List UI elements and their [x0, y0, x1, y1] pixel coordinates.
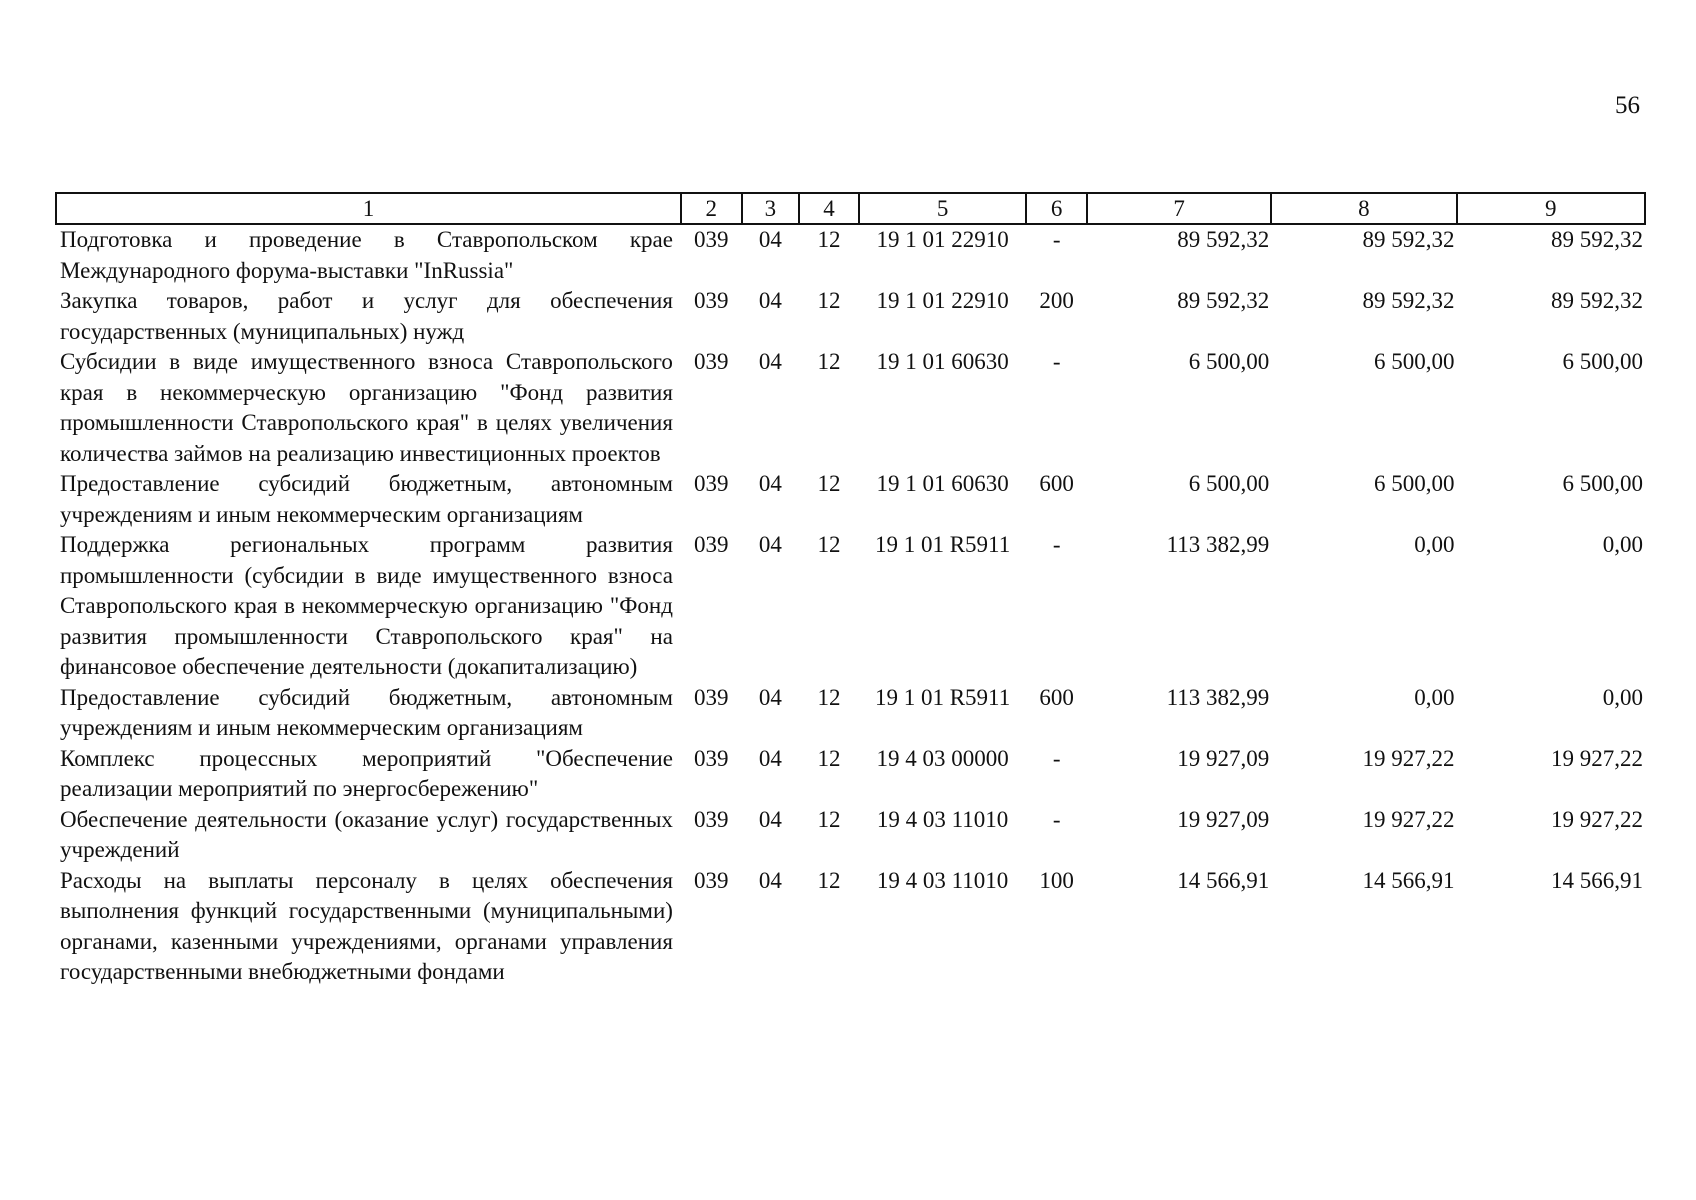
row-amount-9: 89 592,32	[1551, 227, 1643, 252]
row-amount-8: 6 500,00	[1374, 471, 1455, 496]
row-amount-7: 19 927,09	[1177, 745, 1270, 771]
row-amount-9: 0,00	[1602, 684, 1643, 710]
row-amount-8: 89 592,32	[1362, 227, 1455, 252]
row-subsection-code: 12	[817, 227, 841, 252]
row-ministry-code: 039	[694, 684, 729, 710]
row-subsection-code: 12	[817, 288, 841, 313]
row-amount-9: 89 592,32	[1551, 288, 1643, 313]
table-row	[56, 224, 1645, 286]
row-target-code: 19 1 01 R5911	[874, 684, 1011, 710]
header-col-4: 4	[799, 193, 859, 224]
row-amount-7: 89 592,32	[1177, 288, 1270, 313]
row-amount-8: 89 592,32	[1362, 288, 1455, 313]
row-ministry-code: 039	[694, 349, 729, 374]
header-col-9: 9	[1457, 193, 1646, 224]
row-section-code: 04	[758, 684, 782, 710]
row-amount-7: 19 927,09	[1177, 806, 1270, 832]
row-amount-9: 0,00	[1602, 532, 1643, 557]
table-row	[56, 744, 1645, 805]
row-name: Субсидии в виде имущественного взноса Ставропольского края в некоммерческую организацию "Фонд развития промышленности Ставропольского края" в целях увеличения количества займов на реализацию инвестиционных проектов	[60, 349, 673, 466]
table-row	[56, 347, 1645, 469]
page-number: 56	[1615, 92, 1640, 119]
row-name: Предоставление субсидий бюджетным, автономным учреждениям и иным некоммерческим организациям	[60, 471, 673, 527]
row-name: Предоставление субсидий бюджетным, автономным учреждениям и иным некоммерческим организациям	[60, 684, 673, 740]
table-row	[56, 805, 1645, 866]
row-ministry-code: 039	[694, 867, 729, 893]
row-amount-9: 6 500,00	[1562, 349, 1643, 374]
row-subsection-code: 12	[817, 806, 841, 832]
row-amount-7: 89 592,32	[1177, 227, 1270, 252]
row-target-code: 19 4 03 11010	[876, 867, 1009, 893]
header-col-1: 1	[56, 193, 681, 224]
row-section-code: 04	[758, 867, 782, 893]
row-target-code: 19 1 01 22910	[876, 288, 1009, 313]
table-header-row	[56, 193, 1645, 224]
row-ministry-code: 039	[694, 806, 729, 832]
row-target-code: 19 1 01 60630	[876, 471, 1009, 496]
row-amount-8: 19 927,22	[1362, 745, 1455, 771]
row-target-code: 19 1 01 22910	[876, 227, 1009, 252]
row-amount-8: 0,00	[1414, 532, 1455, 557]
row-amount-8: 0,00	[1414, 684, 1455, 710]
row-ministry-code: 039	[694, 288, 729, 313]
header-col-6: 6	[1026, 193, 1087, 224]
row-amount-7: 6 500,00	[1188, 471, 1270, 496]
table-row	[56, 469, 1645, 530]
row-subsection-code: 12	[817, 471, 841, 496]
row-section-code: 04	[758, 745, 782, 771]
row-name: Подготовка и проведение в Ставропольском крае Международного форума-выставки "InRussia"	[60, 227, 673, 283]
row-expense-type: 600	[1039, 471, 1074, 496]
row-section-code: 04	[758, 532, 782, 557]
row-section-code: 04	[758, 471, 782, 496]
row-ministry-code: 039	[694, 745, 729, 771]
row-expense-type: -	[1052, 745, 1061, 771]
row-subsection-code: 12	[817, 532, 841, 557]
row-ministry-code: 039	[694, 227, 729, 252]
header-col-5: 5	[859, 193, 1026, 224]
row-expense-type: 100	[1039, 867, 1074, 893]
header-col-7: 7	[1087, 193, 1271, 224]
row-amount-9: 6 500,00	[1562, 471, 1643, 496]
row-amount-9: 19 927,22	[1551, 745, 1643, 771]
row-amount-9: 19 927,22	[1551, 806, 1643, 832]
row-section-code: 04	[758, 349, 782, 374]
row-expense-type: 600	[1039, 684, 1074, 710]
header-col-3: 3	[742, 193, 800, 224]
row-target-code: 19 4 03 11010	[876, 806, 1009, 832]
row-section-code: 04	[758, 288, 782, 313]
row-name: Комплекс процессных мероприятий "Обеспечение реализации мероприятий по энергосбережению"	[60, 745, 673, 801]
table-row	[56, 286, 1645, 347]
header-col-8: 8	[1271, 193, 1456, 224]
table-row	[56, 683, 1645, 744]
row-name: Поддержка региональных программ развития промышленности (субсидии в виде имущественного взноса Ставропольского края в некоммерческую организацию "Фонд развития промышленности Ставропольского края" на финансовое обеспечение деятельности (докапитализацию)	[60, 532, 673, 679]
row-target-code: 19 4 03 00000	[876, 745, 1009, 771]
row-amount-7: 113 382,99	[1166, 684, 1270, 710]
row-target-code: 19 1 01 60630	[876, 349, 1009, 374]
row-subsection-code: 12	[817, 745, 841, 771]
row-subsection-code: 12	[817, 684, 841, 710]
row-expense-type: -	[1052, 227, 1061, 252]
row-subsection-code: 12	[817, 867, 841, 893]
row-amount-8: 19 927,22	[1362, 806, 1455, 832]
row-amount-8: 14 566,91	[1362, 867, 1455, 893]
row-ministry-code: 039	[694, 471, 729, 496]
header-col-2: 2	[681, 193, 742, 224]
row-amount-7: 6 500,00	[1188, 349, 1270, 374]
row-name: Закупка товаров, работ и услуг для обеспечения государственных (муниципальных) нужд	[60, 288, 673, 344]
table-row	[56, 866, 1645, 988]
row-amount-7: 113 382,99	[1166, 532, 1270, 557]
row-target-code: 19 1 01 R5911	[874, 532, 1011, 557]
row-amount-8: 6 500,00	[1374, 349, 1455, 374]
row-ministry-code: 039	[694, 532, 729, 557]
row-section-code: 04	[758, 806, 782, 832]
row-expense-type: 200	[1039, 288, 1074, 313]
row-name: Обеспечение деятельности (оказание услуг) государственных учреждений	[60, 806, 673, 862]
row-expense-type: -	[1052, 806, 1061, 832]
row-subsection-code: 12	[817, 349, 841, 374]
table-row	[56, 530, 1645, 683]
budget-table	[55, 192, 1646, 988]
row-amount-7: 14 566,91	[1177, 867, 1270, 893]
row-section-code: 04	[758, 227, 782, 252]
row-name: Расходы на выплаты персоналу в целях обеспечения выполнения функций государственными (муниципальными) органами, казенными учреждениями, органами управления государственными внебюджетными фондами	[60, 867, 673, 984]
row-amount-9: 14 566,91	[1551, 867, 1643, 893]
row-expense-type: -	[1052, 349, 1061, 374]
row-expense-type: -	[1052, 532, 1061, 557]
